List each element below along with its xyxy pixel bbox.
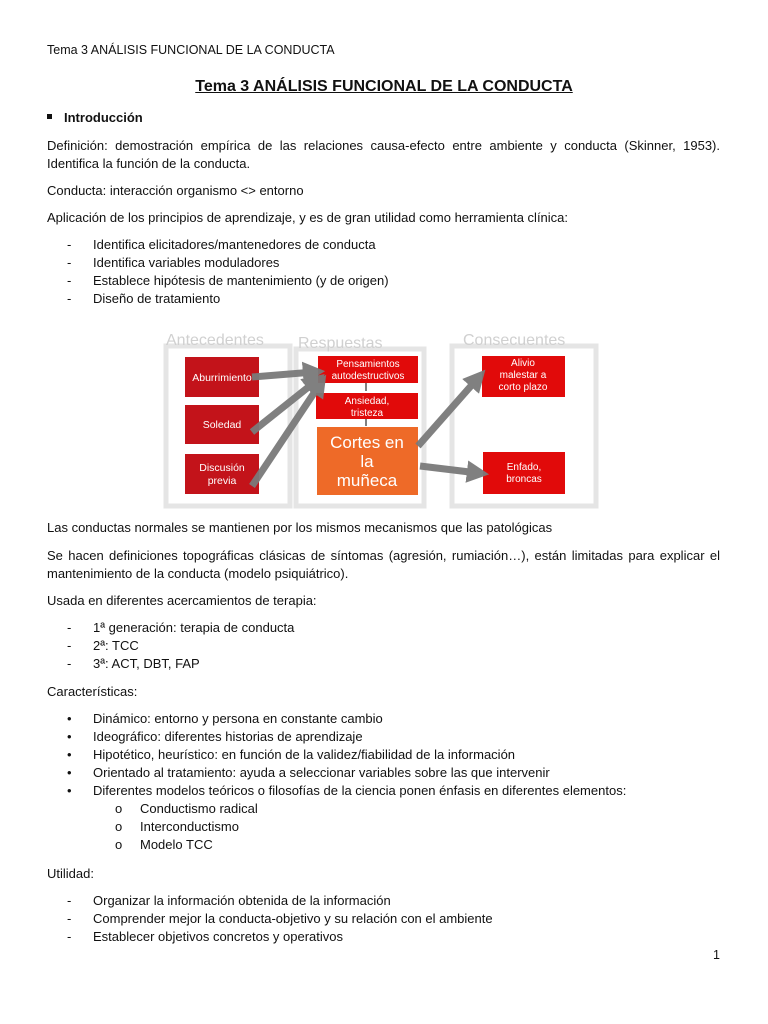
list-item <box>67 254 389 272</box>
dash-marker: - <box>67 893 72 908</box>
list-item <box>67 892 493 910</box>
discusion-label-2: previa <box>207 475 237 487</box>
arrow-enfado <box>420 466 478 473</box>
list-item-text: Establecer objetivos concretos y operativos <box>93 929 344 944</box>
modelos-sublist <box>115 800 258 854</box>
dash-marker: - <box>67 911 72 926</box>
list-item-text: 2ª: TCC <box>93 638 139 653</box>
list-item <box>67 290 389 308</box>
bullet-marker: • <box>67 783 72 798</box>
list-item <box>67 764 626 782</box>
list-item <box>115 800 258 818</box>
consecuentes-title: Consecuentes <box>463 332 566 349</box>
usada-paragraph: Usada en diferentes acercamientos de terapia: <box>47 593 317 608</box>
caracteristicas-paragraph: Características: <box>47 684 138 699</box>
arrow-aburrimiento <box>252 372 314 377</box>
list-item-text: Diseño de tratamiento <box>93 291 221 306</box>
utilidad-list <box>67 892 493 946</box>
dash-marker: - <box>67 273 72 288</box>
ansiedad-label-2: tristeza <box>350 408 384 419</box>
list-item <box>67 236 389 254</box>
list-item-text: Dinámico: entorno y persona en constante cambio <box>93 711 383 726</box>
list-item-text: Orientado al tratamiento: ayuda a seleccionar variables sobre las que intervenir <box>93 765 550 780</box>
aplicacion-list <box>67 236 389 308</box>
functional-analysis-diagram <box>160 328 605 512</box>
enfado-label-1: Enfado, <box>506 462 542 473</box>
ansiedad-label-1: Ansiedad, <box>344 396 390 407</box>
alivio-label-1: Alivio <box>511 358 535 369</box>
list-item-text: 3ª: ACT, DBT, FAP <box>93 656 200 671</box>
list-item <box>67 637 294 655</box>
aburrimiento-label: Aburrimiento <box>192 372 252 384</box>
cortes-label-2: la <box>360 452 374 471</box>
circle-marker: o <box>115 837 123 852</box>
dash-marker: - <box>67 291 72 306</box>
terapia-list <box>67 619 294 673</box>
pensamientos-label-1: Pensamientos <box>336 359 400 370</box>
list-item-text: Identifica elicitadores/mantenedores de conducta <box>93 237 376 252</box>
dash-marker: - <box>67 638 72 653</box>
list-item <box>115 818 258 836</box>
section-heading-text: Introducción <box>64 110 143 125</box>
list-item <box>67 782 626 800</box>
bullet-marker: • <box>67 765 72 780</box>
antecedentes-title: Antecedentes <box>166 332 264 349</box>
list-item <box>67 710 626 728</box>
list-item <box>115 836 258 854</box>
page-title: Tema 3 ANÁLISIS FUNCIONAL DE LA CONDUCTA <box>195 78 573 95</box>
list-item-text: Hipotético, heurístico: en función de la validez/fiabilidad de la información <box>93 747 516 762</box>
caracteristicas-list <box>67 710 626 800</box>
list-item-text: Diferentes modelos teóricos o filosofías de la ciencia ponen énfasis en diferentes elementos: <box>93 783 627 798</box>
dash-marker: - <box>67 929 72 944</box>
list-item-text: Conductismo radical <box>140 801 258 816</box>
list-item-text: Identifica variables moduladores <box>93 255 280 270</box>
alivio-label-2: malestar a <box>499 370 547 381</box>
arrow-discusion <box>252 384 320 486</box>
bullet-marker: • <box>67 711 72 726</box>
discusion-box <box>185 454 259 494</box>
list-item-text: Establece hipótesis de mantenimiento (y de origen) <box>93 273 389 288</box>
list-item <box>67 728 626 746</box>
running-header: Tema 3 ANÁLISIS FUNCIONAL DE LA CONDUCTA <box>47 43 335 57</box>
dash-marker: - <box>67 656 72 671</box>
soledad-label: Soledad <box>202 419 242 431</box>
dash-marker: - <box>67 255 72 270</box>
enfado-box <box>483 452 565 494</box>
arrow-alivio <box>418 378 478 446</box>
page-number: 1 <box>713 948 720 962</box>
bullet-marker: • <box>67 747 72 762</box>
definition-paragraph: Definición: demostración empírica de las relaciones causa-efecto entre ambiente y conducta (Skinner, 1953). Identifica la función de la conducta. <box>47 138 720 171</box>
list-item <box>67 910 493 928</box>
list-item-text: Interconductismo <box>140 819 239 834</box>
list-item-text: Organizar la información obtenida de la información <box>93 893 391 908</box>
list-item <box>67 272 389 290</box>
aplicacion-paragraph: Aplicación de los principios de aprendizaje, y es de gran utilidad como herramienta clínica: <box>47 210 569 225</box>
utilidad-paragraph: Utilidad: <box>47 866 94 881</box>
bullet-marker: • <box>67 729 72 744</box>
list-item-text: Modelo TCC <box>140 837 213 852</box>
circle-marker: o <box>115 819 123 834</box>
enfado-label-2: broncas <box>506 474 542 485</box>
section-heading <box>47 110 143 125</box>
topograficas-paragraph: Se hacen definiciones topográficas clásicas de síntomas (agresión, rumiación…), están limitadas para explicar el mantenimiento de la conducta (modelo psiquiátrico). <box>47 548 720 581</box>
list-item <box>67 619 294 637</box>
respuestas-title: Respuestas <box>298 335 383 352</box>
alivio-label-3: corto plazo <box>498 382 548 393</box>
dash-marker: - <box>67 237 72 252</box>
square-bullet-icon <box>47 114 52 119</box>
circle-marker: o <box>115 801 123 816</box>
normales-paragraph: Las conductas normales se mantienen por los mismos mecanismos que las patológicas <box>47 520 553 535</box>
dash-marker: - <box>67 620 72 635</box>
list-item-text: Ideográfico: diferentes historias de aprendizaje <box>93 729 363 744</box>
list-item <box>67 928 493 946</box>
pensamientos-label-2: autodestructivos <box>331 371 405 382</box>
list-item-text: Comprender mejor la conducta-objetivo y su relación con el ambiente <box>93 911 493 926</box>
discusion-label-1: Discusión <box>199 462 245 474</box>
list-item <box>67 746 626 764</box>
list-item-text: 1ª generación: terapia de conducta <box>93 620 295 635</box>
cortes-label-1: Cortes en <box>330 433 404 452</box>
list-item <box>67 655 294 673</box>
conducta-paragraph: Conducta: interacción organismo <> entorno <box>47 183 304 198</box>
cortes-label-3: muñeca <box>336 471 398 490</box>
